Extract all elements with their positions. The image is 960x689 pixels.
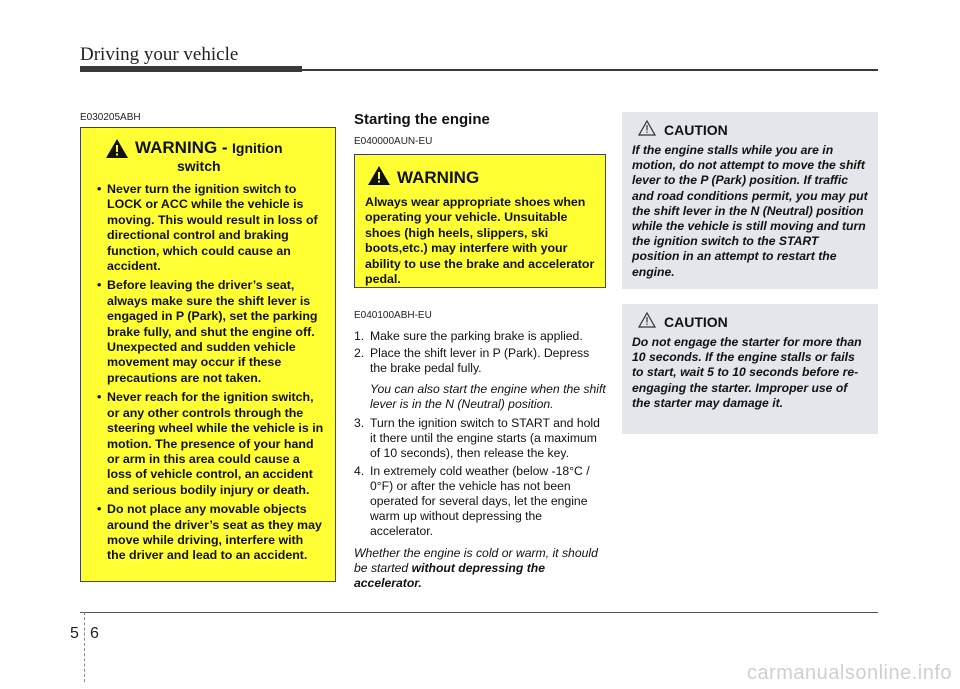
- step-2-note: You can also start the engine when the shift lever is in the N (Neutral) position.: [370, 381, 606, 411]
- page-number: 6: [90, 625, 99, 642]
- section-code-mid-1: E040000AUN-EU: [354, 136, 433, 147]
- starter-caution-box: [622, 304, 878, 434]
- section-code-mid-2: E040100ABH-EU: [354, 310, 432, 321]
- ignition-warning-list: [93, 182, 325, 564]
- footer-rule: [80, 612, 878, 613]
- caution-icon: [638, 312, 656, 331]
- list-item: • Do not place any movable objects around the driver’s seat as they may move while driving, interfere with the driver and lead to an accident.: [97, 502, 322, 563]
- caution-icon: [638, 120, 656, 139]
- header-bar: [80, 66, 302, 72]
- starting-steps: [354, 329, 606, 591]
- watermark: carmanualsonline.info: [746, 662, 952, 684]
- starter-caution-body: Do not engage the starter for more than 10 seconds. If the engine stalls or fails to start, wait 5 to 10 seconds before re-engaging the starter. Improper use of the starter may damage it.: [632, 335, 862, 410]
- warning-icon: [105, 138, 129, 164]
- section-code-left: E030205ABH: [80, 112, 141, 123]
- list-item: • Never turn the ignition switch to LOCK or ACC while the vehicle is moving. This would result in loss of directional control and braking function, which could cause an accident.: [97, 182, 318, 274]
- footer-divider: [84, 612, 85, 682]
- list-item: 4. In extremely cold weather (below -18°C / 0°F) or after the vehicle has not been operated for several days, let the engine warm up without depressing the accelerator.: [354, 463, 590, 539]
- stall-caution-header: [638, 120, 868, 139]
- stall-caution-title: CAUTION: [664, 121, 728, 138]
- ignition-warning-header: [93, 138, 325, 174]
- ignition-warning-subtitle-2: switch: [176, 158, 221, 174]
- starter-caution-title: CAUTION: [664, 313, 728, 330]
- chapter-number: 5: [70, 625, 79, 642]
- ignition-warning-title: WARNING -: [135, 138, 228, 157]
- list-item: 3. Turn the ignition switch to START and hold it there until the engine starts (a maximum of 10 seconds), then release the key.: [354, 416, 600, 461]
- ignition-warning-subtitle: Ignition: [232, 140, 283, 156]
- final-note: Whether the engine is cold or warm, it should be started without depressing the accelerator.: [354, 545, 598, 591]
- stall-caution-box: [622, 112, 878, 289]
- list-item: 1. Make sure the parking brake is applied.: [354, 329, 583, 343]
- warning-icon: [367, 165, 391, 191]
- page-header-title: Driving your vehicle: [80, 44, 239, 65]
- section-title: Starting the engine: [354, 111, 490, 128]
- shoes-warning-body: Always wear appropriate shoes when operating your vehicle. Unsuitable shoes (high heels, slippers, ski boots,etc.) may interfere with your ability to use the brake and accelerator pedal.: [365, 195, 595, 287]
- list-item: • Never reach for the ignition switch, or any other controls through the steering wheel while the vehicle is in motion. The presence of your hand or arm in this area could cause a loss of vehicle control, an accident and serious bodily injury or death.: [97, 390, 324, 497]
- stall-caution-body: If the engine stalls while you are in motion, do not attempt to move the shift lever to the P (Park) position. If traffic and road conditions permit, you may put the shift lever in the N (Neutral) position while the vehicle is still moving and turn the ignition switch to the START position in an attempt to restart the engine.: [632, 143, 868, 279]
- shoes-warning-box: [354, 154, 606, 288]
- list-item: 2. Place the shift lever in P (Park). Depress the brake pedal fully.: [354, 346, 590, 376]
- ignition-warning-box: [80, 127, 336, 582]
- shoes-warning-header: [365, 165, 597, 191]
- header-rule: [300, 69, 878, 71]
- shoes-warning-title: WARNING: [397, 168, 480, 187]
- starter-caution-header: [638, 312, 868, 331]
- list-item: • Before leaving the driver’s seat, always make sure the shift lever is engaged in P (Park), set the parking brake fully, and shut the engine off. Unexpected and sudden vehicle movement may occur if these precautions are not taken.: [97, 278, 318, 385]
